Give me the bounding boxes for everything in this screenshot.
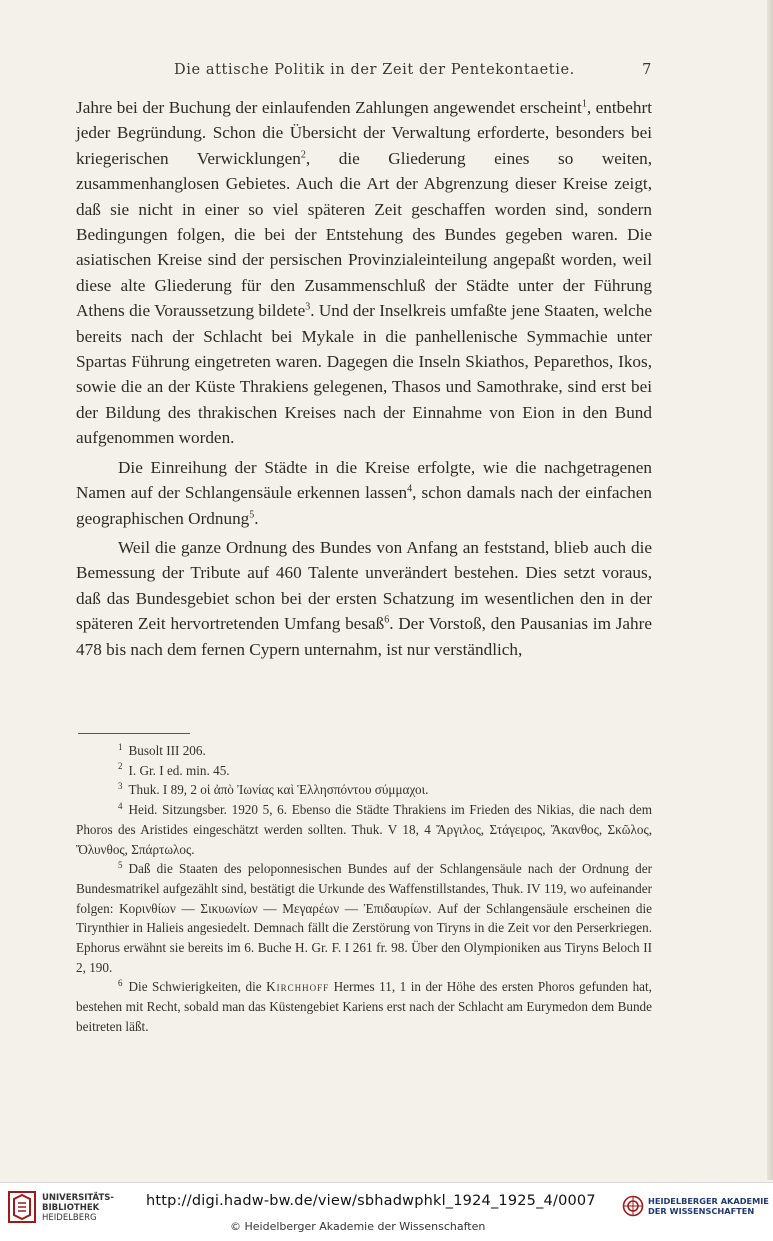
- paragraph-3-text-b: . Der Vorstoß, den Pausanias im Jahre 478 bis nach dem fernen Cypern unternahm, ist nur verständlich,: [76, 614, 652, 659]
- academy-label: [648, 1196, 769, 1216]
- footnote-text: Daß die Staaten des peloponnesischen Bundes auf der Schlangensäule nach der Ordnung der Bundesmatrikel aufgezählt sind, bestätigt die Urkunde des Waffenstillstandes, Thuk. IV 119, wo aufeinander folgen: Κορινθίων — Σικυωνίων — Μεγαρέων — Ἐπιδαυρίων. Auf der Schlangensäule erscheinen die Tirynthier in Halieis angesiedelt. Demnach fällt die Zerstörung von Tiryns in die Zeit vor den Perserkriegen. Ephorus erwähnt sie bereits im 6. Buche H. Gr. F. I 261 fr. 98. Über den Olympioniken aus Tiryns Beloch II 2, 190.: [76, 861, 652, 975]
- paragraph-2-text-a: Die Einreihung der Städte in die Kreise erfolgte, wie die nachgetragenen Namen auf der Schlangensäule erkennen lassen: [76, 457, 652, 503]
- footnote-text: Hermes 11, 1 in der Höhe des ersten Phoros gefunden hat, bestehen mit Recht, sobald man das Küstengebiet Kariens erst nach der Schlacht am Eurymedon dem Bunde beitreten läßt.: [76, 979, 652, 1034]
- footnote-text: Busolt III 206.: [128, 743, 206, 758]
- paragraph-2-text-c: .: [254, 508, 259, 528]
- ub-line-3: HEIDELBERG: [42, 1213, 97, 1223]
- academy-line-1: HEIDELBERGER AKADEMIE: [648, 1196, 769, 1206]
- running-title: Die attische Politik in der Zeit der Pentekontaetie.: [174, 62, 575, 78]
- academy-logo-icon[interactable]: [622, 1195, 644, 1217]
- footnote-number: 6: [118, 978, 123, 989]
- main-text: [76, 95, 652, 662]
- paragraph-2-text-b: , schon damals nach der einfachen geographischen Ordnung: [76, 483, 652, 528]
- footnote-text: Thuk. I 89, 2 οἱ ἀπὸ Ἰωνίας καὶ Ἑλλησπόντου σύμμαχοι.: [128, 782, 429, 798]
- paragraph-2: [76, 455, 652, 531]
- footnote-ref-1: 1: [581, 98, 587, 110]
- ub-line-2: BIBLIOTHEK: [42, 1203, 100, 1213]
- footnote-text: I. Gr. I ed. min. 45.: [128, 762, 230, 778]
- footnote-ref-3: 3: [305, 301, 311, 313]
- footnote-ref-4: 4: [407, 483, 413, 495]
- footnote-number: 5: [118, 859, 123, 870]
- permalink-url[interactable]: http://digi.hadw-bw.de/view/sbhadwphkl_1924_1925_4/0007: [146, 1193, 596, 1209]
- footnote-1: [76, 741, 652, 761]
- university-library-logo-icon[interactable]: [8, 1191, 36, 1223]
- footnote-text: Die Schwierigkeiten, die: [128, 979, 267, 995]
- paragraph-1: [76, 95, 652, 451]
- author-name: Kirchhoff: [266, 979, 330, 995]
- paragraph-1-text-c: , die Gliederung eines so weiten, zusammenhanglosen Gebietes. Auch die Art der Abgrenzung dieser Kreise zeigt, daß sie nicht in einer so viel späteren Zeit geschaffen worden sind, sondern Bedingungen folgen, die bei der Entstehung des Bundes gegeben waren. Die asiatischen Kreise sind der persischen Provinzialeinteilung angepaßt worden, weil diese alte Gliederung für den Zusammenschluß der Städte unter der Führung Athens die Voraussetzung bildete: [76, 148, 652, 321]
- footnote-number: 3: [118, 781, 123, 792]
- footnote-text: Heid. Sitzungsber. 1920 5, 6. Ebenso die Städte Thrakiens im Frieden des Nikias, die nach dem Phoros des Aristides eingeschätzt werden sollten. Thuk. V 18, 4 Ἄργιλος, Στάγειρος, Ἄκανθος, Σκῶλος, Ὄλυνθος, Σπάρτωλος.: [76, 802, 652, 857]
- viewer-footer: [0, 1182, 773, 1241]
- footnote-5: [76, 859, 652, 977]
- footnote-rule: [78, 733, 190, 734]
- paragraph-1-text-a: Jahre bei der Buchung der einlaufenden Zahlungen angewendet erscheint: [76, 98, 582, 117]
- university-library-label: [42, 1193, 114, 1223]
- footnote-ref-6: 6: [384, 614, 390, 626]
- footnote-ref-2: 2: [300, 149, 306, 161]
- paragraph-1-text-b: , entbehrt jeder Begründung. Schon die Übersicht der Verwaltung erforderte, besonders bei kriegerischen Verwicklungen: [76, 98, 652, 168]
- footnotes: [76, 741, 652, 1037]
- page-number: 7: [642, 62, 652, 78]
- paragraph-3-text-a: Weil die ganze Ordnung des Bundes von Anfang an feststand, blieb auch die Bemessung der Tribute auf 460 Talente unverändert bestehen. Dies setzt voraus, daß das Bundesgebiet schon bei der ersten Schatzung im wesentlichen den in der späteren Zeit hervortretenden Umfang besaß: [76, 537, 652, 634]
- page-edge: [767, 0, 773, 1180]
- paragraph-3: [76, 535, 652, 662]
- footnote-3: [76, 780, 652, 800]
- footnote-number: 2: [118, 761, 123, 772]
- copyright-notice: © Heidelberger Akademie der Wissenschaften: [230, 1220, 486, 1233]
- academy-line-2: DER WISSENSCHAFTEN: [648, 1206, 755, 1216]
- footnote-2: [76, 761, 652, 781]
- footnote-number: 4: [118, 800, 123, 811]
- ub-line-1: UNIVERSITÄTS-: [42, 1193, 114, 1203]
- footnote-ref-5: 5: [249, 508, 255, 520]
- paragraph-1-text-d: . Und der Inselkreis umfaßte jene Staaten, welche bereits nach der Schlacht bei Mykale in die panhellenische Symmachie unter Spartas Führung eingetreten waren. Dagegen die Inseln Skiathos, Peparethos, Ikos, sowie die an der Küste Thrakiens gelegenen, Thasos und Samothrake, sind erst bei der Bildung des thrakischen Kreises nach der Einnahme von Eion in den Bund aufgenommen worden.: [76, 301, 653, 448]
- running-head: [76, 62, 652, 84]
- footnote-number: 1: [118, 741, 123, 752]
- footnote-4: [76, 800, 652, 859]
- footnote-6: [76, 977, 652, 1036]
